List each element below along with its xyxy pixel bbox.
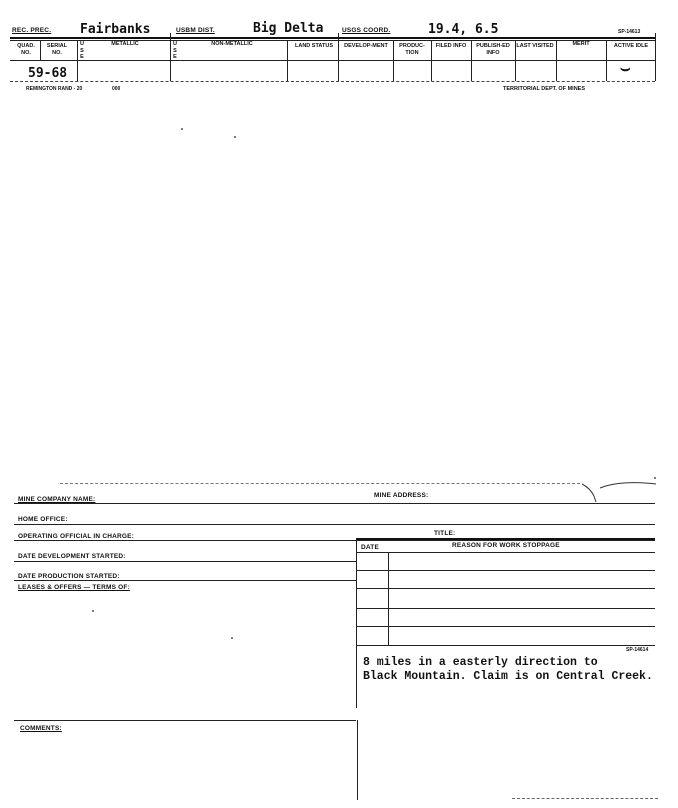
torn-corner-icon <box>580 478 658 506</box>
col-last-visited: LAST VISITED <box>516 43 554 49</box>
divider <box>606 40 607 81</box>
operating-official-label: OPERATING OFFICIAL IN CHARGE: <box>18 533 135 540</box>
divider <box>40 40 41 60</box>
divider <box>431 40 432 81</box>
rec-prec-label: REC. PREC. <box>12 27 52 34</box>
col-non-metallic: NON-METALLIC <box>211 41 253 47</box>
home-office-rule <box>14 524 655 525</box>
row-bottom-rule <box>10 81 655 82</box>
bottom-edge-smudge <box>512 798 658 799</box>
divider <box>655 33 656 81</box>
leases-label: LEASES & OFFERS — TERMS OF: <box>18 584 130 591</box>
date-development-rule <box>14 561 356 562</box>
title-label: TITLE: <box>434 530 456 537</box>
rec-prec-value: Fairbanks <box>80 22 151 37</box>
usbm-dist-label: USBM DIST. <box>176 27 215 34</box>
typed-line-2: Black Mountain. Claim is on Central Creek. <box>363 670 653 683</box>
divider <box>393 40 394 81</box>
comments-divider <box>357 720 358 800</box>
col-use-1: U S E <box>80 41 84 60</box>
department-label: TERRITORIAL DEPT. OF MINES <box>503 86 585 92</box>
divider <box>515 40 516 81</box>
form-number: SP-14613 <box>618 29 641 35</box>
typed-line-1: 8 miles in a easterly direction to <box>363 656 598 669</box>
active-idle-mark: ⌣ <box>620 60 631 77</box>
stoppage-date-divider <box>388 552 389 645</box>
usbm-dist-value: Big Delta <box>253 21 324 36</box>
operating-official-rule <box>14 540 655 541</box>
divider <box>338 33 339 81</box>
col-production: PRODUC-TION <box>399 43 425 56</box>
col-land-status: LAND STATUS <box>295 43 333 49</box>
col-use-2: U S E <box>173 41 177 60</box>
printer-label: REMINGTON RAND - 20 <box>26 86 83 92</box>
mine-company-label: MINE COMPANY NAME: <box>18 496 96 503</box>
col-active-idle: ACTIVE IDLE <box>613 43 649 49</box>
comments-label: COMMENTS: <box>20 725 62 732</box>
col-metallic: METALLIC <box>111 41 139 47</box>
column-header-rule <box>10 60 655 61</box>
stoppage-row <box>356 645 655 646</box>
date-production-label: DATE PRODUCTION STARTED: <box>18 573 120 580</box>
col-filed-info: FILED INFO <box>435 43 467 49</box>
usgs-coord-label: USGS COORD. <box>342 27 391 34</box>
back-form-number: SP-14614 <box>626 647 649 653</box>
scan-speck <box>231 637 233 639</box>
stoppage-reason-header: REASON FOR WORK STOPPAGE <box>452 542 560 549</box>
date-production-rule <box>14 580 356 581</box>
col-quad: QUAD. NO. <box>17 43 35 56</box>
stoppage-header-top <box>356 538 655 540</box>
usgs-coord-value: 19.4, 6.5 <box>428 22 499 37</box>
date-development-label: DATE DEVELOPMENT STARTED: <box>18 553 126 560</box>
stoppage-header-bottom <box>356 552 655 553</box>
scan-speck <box>234 136 236 138</box>
left-column-divider <box>356 538 357 708</box>
col-published-info: PUBLISH-ED INFO <box>476 43 510 56</box>
divider <box>556 40 557 81</box>
scan-speck <box>181 128 183 130</box>
mine-address-label: MINE ADDRESS: <box>374 492 429 499</box>
divider <box>77 40 78 81</box>
printer-code: 000 <box>112 86 121 92</box>
mine-company-rule <box>14 503 655 504</box>
stoppage-row <box>356 626 655 627</box>
divider <box>170 33 171 81</box>
card-top-edge <box>60 483 580 484</box>
divider <box>287 40 288 81</box>
header-rule <box>10 37 655 39</box>
divider <box>471 40 472 81</box>
stoppage-row <box>356 608 655 609</box>
stoppage-row <box>356 588 655 589</box>
stoppage-date-header: DATE <box>361 544 380 551</box>
col-serial: SERIAL NO. <box>46 43 68 56</box>
col-development: DEVELOP-MENT <box>344 43 388 49</box>
col-merit: MERIT <box>572 41 590 47</box>
serial-number-value: 59-68 <box>28 66 68 81</box>
scan-speck <box>92 610 94 612</box>
comments-rule <box>14 720 356 721</box>
home-office-label: HOME OFFICE: <box>18 516 68 523</box>
stoppage-row <box>356 570 655 571</box>
